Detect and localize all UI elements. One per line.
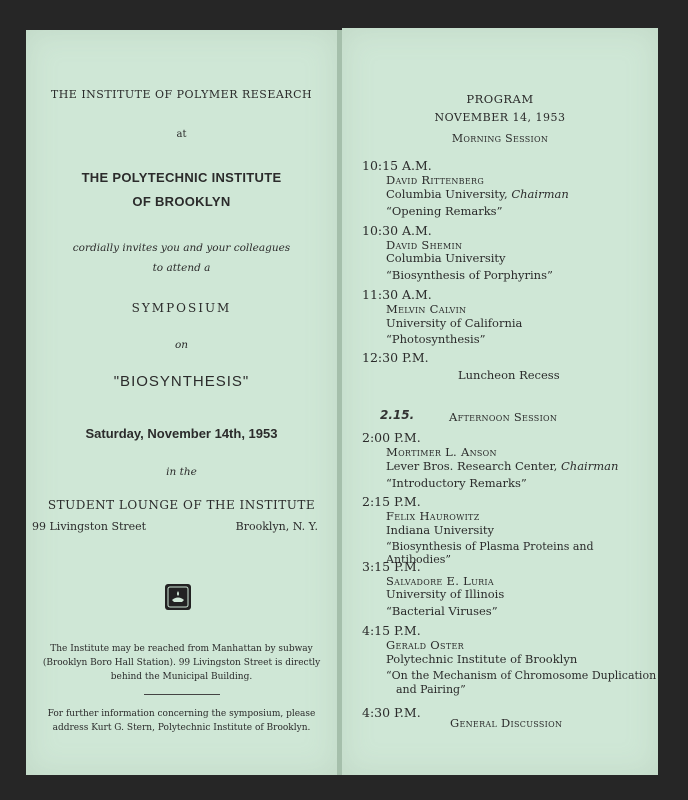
divider xyxy=(144,694,220,695)
directions-line-1: The Institute may be reached from Manhattan by subway xyxy=(50,644,313,654)
time-1230: 12:30 P.M. xyxy=(362,350,429,365)
talk-title-introductory: “Introductory Remarks” xyxy=(386,476,527,490)
talk-title-chromosome: “On the Mechanism of Chromosome Duplication xyxy=(386,669,657,682)
street-address: 99 Livingston Street xyxy=(32,520,147,533)
affiliation-shemin: Columbia University xyxy=(386,251,506,265)
talk-title-chromosome-cont: and Pairing” xyxy=(396,683,466,696)
invite-line-2: to attend a xyxy=(152,262,211,274)
affiliation-anson: Lever Bros. Research Center, Chairman xyxy=(386,459,619,473)
in-the-text: in the xyxy=(166,466,197,478)
program-heading: PROGRAM xyxy=(466,92,534,106)
time-1130: 11:30 A.M. xyxy=(362,287,432,302)
invite-line-1: cordially invites you and your colleagues xyxy=(72,242,291,254)
on-text: on xyxy=(174,339,189,351)
program-date: NOVEMBER 14, 1953 xyxy=(434,111,566,124)
time-430: 4:30 P.M. xyxy=(362,705,421,720)
morning-session-heading: Morning Session xyxy=(451,132,549,145)
handwritten-note: 2.15. xyxy=(380,408,415,422)
speaker-anson: Mortimer L. Anson xyxy=(386,445,497,459)
time-315: 3:15 P.M. xyxy=(362,559,421,574)
luncheon-recess: Luncheon Recess xyxy=(458,368,560,382)
speaker-shemin: David Shemin xyxy=(386,238,463,252)
program-right-panel xyxy=(342,28,658,775)
lamp-icon xyxy=(167,586,189,608)
talk-title-plasma-proteins: “Biosynthesis of Plasma Proteins and Antibodies” xyxy=(386,540,594,566)
speaker-haurowitz: Felix Haurowitz xyxy=(386,509,480,523)
directions-line-3: behind the Municipal Building. xyxy=(110,672,253,682)
talk-title-opening: “Opening Remarks” xyxy=(386,204,503,218)
time-200: 2:00 P.M. xyxy=(362,430,421,445)
city: Brooklyn, N. Y. xyxy=(235,520,318,533)
institute-emblem xyxy=(165,584,191,610)
talk-title-porphyrins: “Biosynthesis of Porphyrins” xyxy=(386,268,553,282)
affiliation-calvin: University of California xyxy=(386,316,523,330)
affiliation-rittenberg: Columbia University, Chairman xyxy=(386,187,569,201)
time-215: 2:15 P.M. xyxy=(362,494,421,509)
symposium-label: SYMPOSIUM xyxy=(131,301,232,315)
speaker-oster: Gerald Oster xyxy=(386,638,464,652)
time-1015: 10:15 A.M. xyxy=(362,158,432,173)
institute-name: THE INSTITUTE OF POLYMER RESEARCH xyxy=(50,88,313,101)
affiliation-oster: Polytechnic Institute of Brooklyn xyxy=(386,652,578,666)
event-date: Saturday, November 14th, 1953 xyxy=(85,426,278,441)
at-text: at xyxy=(176,129,187,140)
directions-line-2: (Brooklyn Boro Hall Station). 99 Livingston Street is directly xyxy=(42,658,321,668)
invitation-left-panel xyxy=(26,30,338,775)
afternoon-session-heading: Afternoon Session xyxy=(449,410,558,424)
affiliation-luria: University of Illinois xyxy=(386,587,505,601)
speaker-luria: Salvadore E. Luria xyxy=(386,574,494,588)
general-discussion: General Discussion xyxy=(450,716,563,730)
polytechnic-line-1: THE POLYTECHNIC INSTITUTE xyxy=(81,170,282,185)
affiliation-haurowitz: Indiana University xyxy=(386,523,495,537)
polytechnic-line-2: OF BROOKLYN xyxy=(132,194,231,209)
speaker-rittenberg: David Rittenberg xyxy=(386,173,485,187)
talk-title-photosynthesis: “Photosynthesis” xyxy=(386,332,486,346)
time-415: 4:15 P.M. xyxy=(362,623,421,638)
talk-title-bacterial-viruses: “Bacterial Viruses” xyxy=(386,604,498,618)
speaker-calvin: Melvin Calvin xyxy=(386,302,467,316)
topic-title: "BIOSYNTHESIS" xyxy=(113,373,250,390)
location-name: STUDENT LOUNGE OF THE INSTITUTE xyxy=(47,498,316,512)
info-line-2: address Kurt G. Stern, Polytechnic Institute of Brooklyn. xyxy=(52,723,311,733)
time-1030: 10:30 A.M. xyxy=(362,223,432,238)
info-line-1: For further information concerning the symposium, please xyxy=(47,709,316,719)
